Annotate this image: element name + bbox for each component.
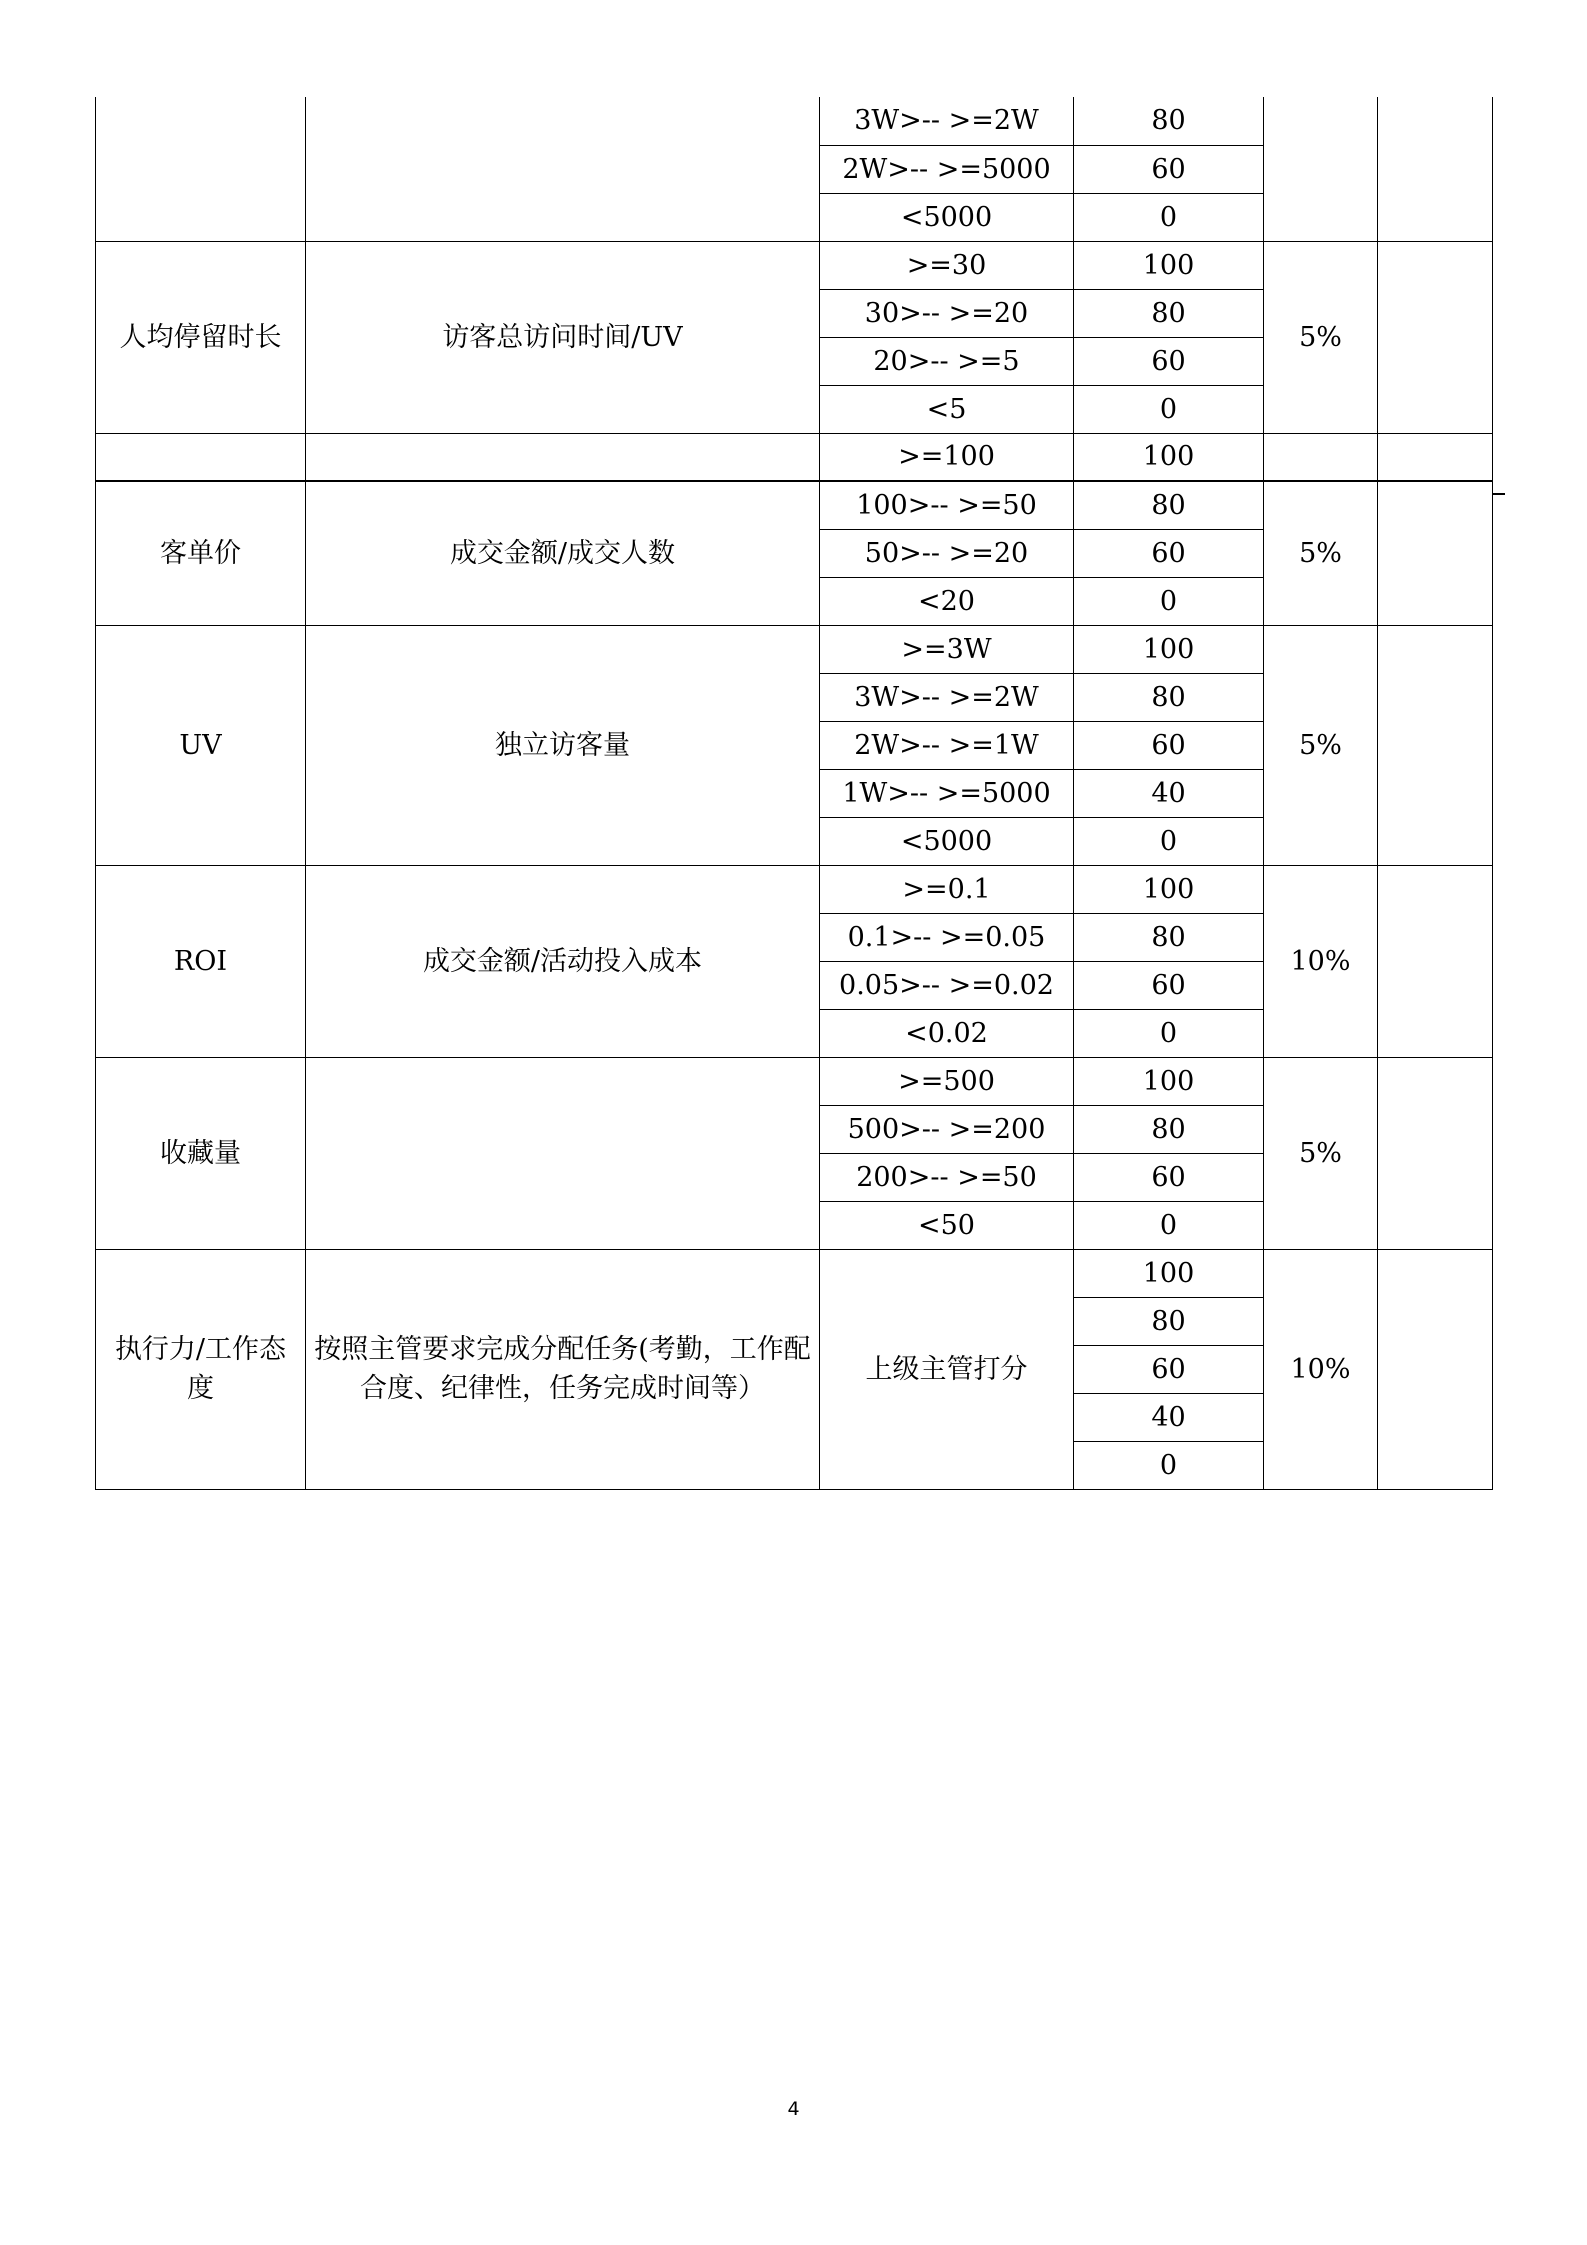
metric-formula-cell: 按照主管要求完成分配任务(考勤，工作配合度、纪律性，任务完成时间等） — [306, 1249, 820, 1489]
range-cell: <5000 — [820, 193, 1074, 241]
score-cell: 80 — [1074, 289, 1264, 337]
score-cell: 100 — [1074, 625, 1264, 673]
scoring-method-cell: 上级主管打分 — [820, 1249, 1074, 1489]
score-cell: 0 — [1074, 1201, 1264, 1249]
score-cell: 0 — [1074, 193, 1264, 241]
remark-cell — [1378, 433, 1493, 481]
metric-formula-cell: 成交金额/活动投入成本 — [306, 865, 820, 1057]
range-cell: 500>-- >=200 — [820, 1105, 1074, 1153]
score-cell: 0 — [1074, 1441, 1264, 1489]
range-cell: <5 — [820, 385, 1074, 433]
metric-name-cell: 收藏量 — [96, 1057, 306, 1249]
metric-name-cell — [96, 433, 306, 481]
metric-name-cell: UV — [96, 625, 306, 865]
score-cell: 60 — [1074, 145, 1264, 193]
range-cell: 2W>-- >=1W — [820, 721, 1074, 769]
metric-formula-cell: 访客总访问时间/UV — [306, 241, 820, 433]
range-cell: 30>-- >=20 — [820, 289, 1074, 337]
range-cell: 3W>-- >=2W — [820, 673, 1074, 721]
metric-formula-cell: 成交金额/成交人数 — [306, 481, 820, 625]
range-cell: >=500 — [820, 1057, 1074, 1105]
table-row — [96, 433, 1493, 481]
range-cell: 100>-- >=50 — [820, 481, 1074, 529]
score-cell: 40 — [1074, 1393, 1264, 1441]
metric-name-cell — [96, 97, 306, 241]
range-cell: 0.05>-- >=0.02 — [820, 961, 1074, 1009]
score-cell: 100 — [1074, 1249, 1264, 1297]
weight-cell: 5% — [1264, 625, 1378, 865]
weight-cell — [1264, 433, 1378, 481]
score-cell: 100 — [1074, 865, 1264, 913]
range-cell: 2W>-- >=5000 — [820, 145, 1074, 193]
score-cell: 0 — [1074, 385, 1264, 433]
metric-formula-cell: 独立访客量 — [306, 625, 820, 865]
range-cell: >=30 — [820, 241, 1074, 289]
score-cell: 100 — [1074, 433, 1264, 481]
range-cell: >=3W — [820, 625, 1074, 673]
metric-name-cell: ROI — [96, 865, 306, 1057]
table-row — [96, 481, 1493, 529]
score-cell: 60 — [1074, 337, 1264, 385]
range-cell: <50 — [820, 1201, 1074, 1249]
weight-cell: 5% — [1264, 1057, 1378, 1249]
weight-cell: 5% — [1264, 481, 1378, 625]
weight-cell: 10% — [1264, 1249, 1378, 1489]
score-cell: 60 — [1074, 961, 1264, 1009]
metric-formula-cell — [306, 1057, 820, 1249]
score-cell: 0 — [1074, 817, 1264, 865]
score-cell: 0 — [1074, 577, 1264, 625]
remark-cell — [1378, 1249, 1493, 1489]
metric-name-cell: 人均停留时长 — [96, 241, 306, 433]
score-cell: 80 — [1074, 97, 1264, 145]
table-row — [96, 1057, 1493, 1105]
remark-cell — [1378, 481, 1493, 625]
weight-cell — [1264, 97, 1378, 241]
score-cell: 100 — [1074, 241, 1264, 289]
metric-formula-cell — [306, 433, 820, 481]
score-cell: 100 — [1074, 1057, 1264, 1105]
metric-name-cell: 执行力/工作态度 — [96, 1249, 306, 1489]
remark-cell — [1378, 1057, 1493, 1249]
range-cell: 0.1>-- >=0.05 — [820, 913, 1074, 961]
range-cell: 20>-- >=5 — [820, 337, 1074, 385]
range-cell: >=0.1 — [820, 865, 1074, 913]
table-row — [96, 241, 1493, 289]
page-number: 4 — [787, 2098, 800, 2120]
weight-cell: 5% — [1264, 241, 1378, 433]
score-cell: 60 — [1074, 721, 1264, 769]
score-cell: 60 — [1074, 1153, 1264, 1201]
range-cell: 50>-- >=20 — [820, 529, 1074, 577]
metric-formula-cell — [306, 97, 820, 241]
score-cell: 80 — [1074, 913, 1264, 961]
score-cell: 80 — [1074, 1105, 1264, 1153]
score-cell: 80 — [1074, 673, 1264, 721]
range-cell: <0.02 — [820, 1009, 1074, 1057]
score-cell: 40 — [1074, 769, 1264, 817]
remark-cell — [1378, 97, 1493, 241]
remark-cell — [1378, 625, 1493, 865]
metric-name-cell: 客单价 — [96, 481, 306, 625]
table-row — [96, 865, 1493, 913]
range-cell: 200>-- >=50 — [820, 1153, 1074, 1201]
score-cell: 80 — [1074, 1297, 1264, 1345]
score-cell: 0 — [1074, 1009, 1264, 1057]
range-cell: <20 — [820, 577, 1074, 625]
range-cell: <5000 — [820, 817, 1074, 865]
weight-cell: 10% — [1264, 865, 1378, 1057]
remark-cell — [1378, 865, 1493, 1057]
kpi-scoring-table — [95, 97, 1493, 1490]
table-row — [96, 1249, 1493, 1297]
score-cell: 60 — [1074, 1345, 1264, 1393]
range-cell: 3W>-- >=2W — [820, 97, 1074, 145]
table-row — [96, 625, 1493, 673]
table-row — [96, 97, 1493, 145]
range-cell: 1W>-- >=5000 — [820, 769, 1074, 817]
score-cell: 80 — [1074, 481, 1264, 529]
remark-cell — [1378, 241, 1493, 433]
table-border-extension — [1492, 493, 1505, 495]
range-cell: >=100 — [820, 433, 1074, 481]
score-cell: 60 — [1074, 529, 1264, 577]
